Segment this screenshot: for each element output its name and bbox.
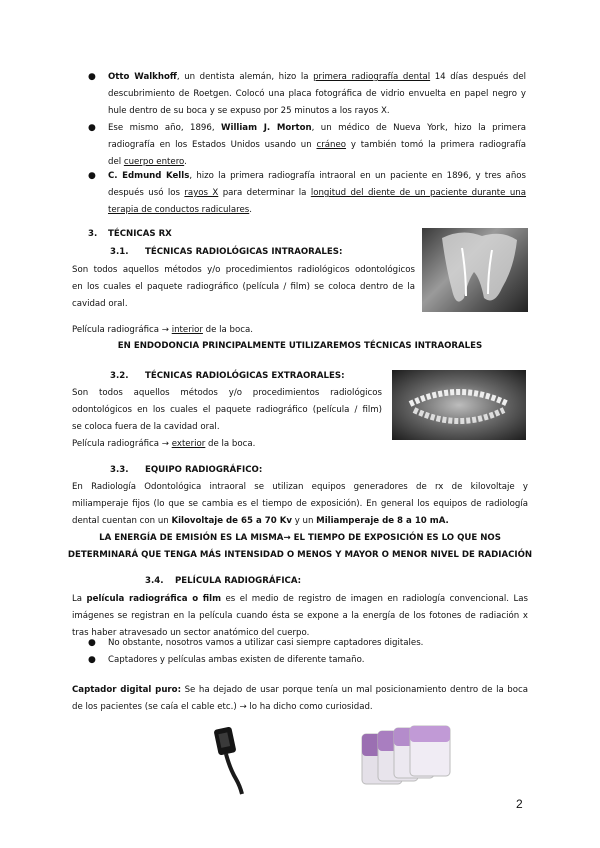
- text: , un dentista alemán, hizo la: [176, 72, 314, 82]
- subsection-title: EQUIPO RADIOGRÁFICO:: [145, 465, 263, 475]
- text: , hizo la primera radiografía intraoral en un paciente en 1896, y tres años: [189, 171, 526, 181]
- subsection-number: 3.4.: [145, 576, 164, 586]
- captador-line1: [72, 682, 528, 699]
- text: Película radiográfica →: [72, 325, 172, 335]
- pelicula-exterior-line: [72, 436, 255, 453]
- bullet-kells-line1: [108, 168, 526, 185]
- text: del: [108, 157, 124, 167]
- text: después usó los: [108, 188, 185, 198]
- captador-line2: de los pacientes (se caía el cable etc.) → lo ha dicho como curiosidad.: [72, 702, 373, 712]
- text: 14 días después del: [430, 72, 526, 82]
- underlined-term: cuerpo entero: [123, 157, 185, 167]
- bullet-icon: ●: [88, 655, 96, 665]
- text: .: [249, 205, 252, 215]
- bullet-walkhoff-line3: hule dentro de su boca y se expuso por 25 minutos a los rayos X.: [108, 106, 390, 116]
- text: , un médico de Nueva York, hizo la primera: [311, 123, 526, 133]
- bold-term: Captador digital puro:: [72, 685, 182, 695]
- subsection-number: 3.1.: [110, 247, 129, 257]
- bullet-icon: ●: [88, 72, 96, 82]
- paragraph-line: odontológicos en los cuales el paquete radiográfico (película / film): [72, 405, 382, 415]
- panoramic-xray-image: [392, 370, 526, 440]
- section-title: TÉCNICAS RX: [108, 229, 172, 239]
- paragraph-line: En Radiología Odontológica intraoral se utilizan equipos generadores de rx de kilovoltaje y: [72, 482, 528, 492]
- bold-term: Kilovoltaje de 65 a 70 Kv: [171, 516, 292, 526]
- subsection-number: 3.2.: [110, 371, 129, 381]
- text: es el medio de registro de imagen en radiología convencional. Las: [221, 594, 529, 604]
- text: para determinar la: [218, 188, 311, 198]
- paragraph-line: en los cuales el paquete radiográfico (película / film) se coloca dentro de la: [72, 282, 415, 292]
- film-packets-illustration: [360, 724, 462, 786]
- paragraph-line: miliamperaje fijos (lo que se cambia es el tiempo de exposición). En general los equipos de radiología: [72, 499, 528, 509]
- page-number: 2: [516, 797, 523, 811]
- text: y un: [291, 516, 317, 526]
- text: y también tomó la primera radiografía: [346, 140, 526, 150]
- subsection-title: PELÍCULA RADIOGRÁFICA:: [175, 576, 302, 586]
- paragraph-line: [72, 513, 449, 530]
- paragraph-line: cavidad oral.: [72, 299, 128, 309]
- name-kells: C. Edmund Kells: [108, 171, 190, 181]
- underlined-term: exterior: [171, 439, 206, 449]
- bullet-icon: ●: [88, 123, 96, 133]
- film-packets-image: [360, 724, 462, 786]
- text: .: [184, 157, 187, 167]
- centered-emphasis: DETERMINARÁ QUE TENGA MÁS INTENSIDAD O MENOS Y MAYOR O MENOR NIVEL DE RADIACIÓN: [67, 550, 533, 560]
- digital-sensor-image: [206, 724, 256, 796]
- bold-term: Miliamperaje de 8 a 10 mA.: [316, 516, 449, 526]
- underlined-term: longitud del diente de un paciente durante una: [310, 188, 527, 198]
- centered-emphasis: EN ENDODONCIA PRINCIPALMENTE UTILIZAREMOS TÉCNICAS INTRAORALES: [117, 341, 483, 351]
- bold-term: película radiográfica o film: [86, 594, 222, 604]
- intraoral-xray-image: [422, 228, 528, 312]
- name-morton: William J. Morton: [221, 123, 312, 133]
- underlined-term: interior: [171, 325, 203, 335]
- underlined-term: primera radiografía dental: [313, 72, 431, 82]
- tooth-xray-illustration: [422, 228, 528, 312]
- section-number: 3.: [88, 229, 98, 239]
- digital-sensor-illustration: [206, 724, 256, 796]
- bullet-kells-line2: [108, 185, 526, 202]
- bullet-text: No obstante, nosotros vamos a utilizar casi siempre captadores digitales.: [108, 638, 424, 648]
- bullet-icon: ●: [88, 638, 96, 648]
- subsection-title: TÉCNICAS RADIOLÓGICAS INTRAORALES:: [145, 247, 343, 257]
- paragraph-line: tras haber atravesado un sector anatómico del cuerpo.: [72, 628, 310, 638]
- bullet-morton-line2: [108, 137, 526, 154]
- name-walkhoff: Otto Walkhoff: [108, 72, 177, 82]
- text: dental cuentan con un: [72, 516, 172, 526]
- paragraph-line: imágenes se registran en la película cuando ésta se expone a la energía de los fotones de radiación x: [72, 611, 528, 621]
- underlined-term: rayos X: [184, 188, 219, 198]
- text: radiografía en los Estados Unidos usando un: [108, 140, 317, 150]
- paragraph-line: se coloca fuera de la cavidad oral.: [72, 422, 220, 432]
- bullet-morton-line1: [108, 120, 526, 137]
- text: de la boca.: [205, 439, 256, 449]
- bullet-walkhoff-line1: [108, 69, 526, 86]
- centered-emphasis: LA ENERGÍA DE EMISIÓN ES LA MISMA→ EL TIEMPO DE EXPOSICIÓN ES LO QUE NOS: [99, 533, 501, 543]
- pelicula-interior-line: [72, 322, 253, 339]
- subsection-number: 3.3.: [110, 465, 129, 475]
- underlined-term: cráneo: [316, 140, 347, 150]
- text: La: [72, 594, 87, 604]
- bullet-kells-line3: [108, 202, 252, 219]
- paragraph-line: Son todos aquellos métodos y/o procedimientos radiológicos: [72, 388, 382, 398]
- bullet-walkhoff-line2: descubrimiento de Roetgen. Colocó una placa fotográfica de vidrio envuelta en papel negro y: [108, 89, 526, 99]
- subsection-title: TÉCNICAS RADIOLÓGICAS EXTRAORALES:: [145, 371, 345, 381]
- bullet-icon: ●: [88, 171, 96, 181]
- panoramic-teeth-illustration: [392, 370, 526, 440]
- paragraph-line: [72, 591, 528, 608]
- text: de la boca.: [202, 325, 253, 335]
- text: Película radiográfica →: [72, 439, 172, 449]
- paragraph-line: Son todos aquellos métodos y/o procedimientos radiológicos odontológicos: [72, 265, 415, 275]
- text: Se ha dejado de usar porque tenía un mal posicionamiento dentro de la boca: [181, 685, 528, 695]
- text: Ese mismo año, 1896,: [108, 123, 222, 133]
- bullet-text: Captadores y películas ambas existen de diferente tamaño.: [108, 655, 365, 665]
- underlined-term: terapia de conductos radiculares: [108, 205, 250, 215]
